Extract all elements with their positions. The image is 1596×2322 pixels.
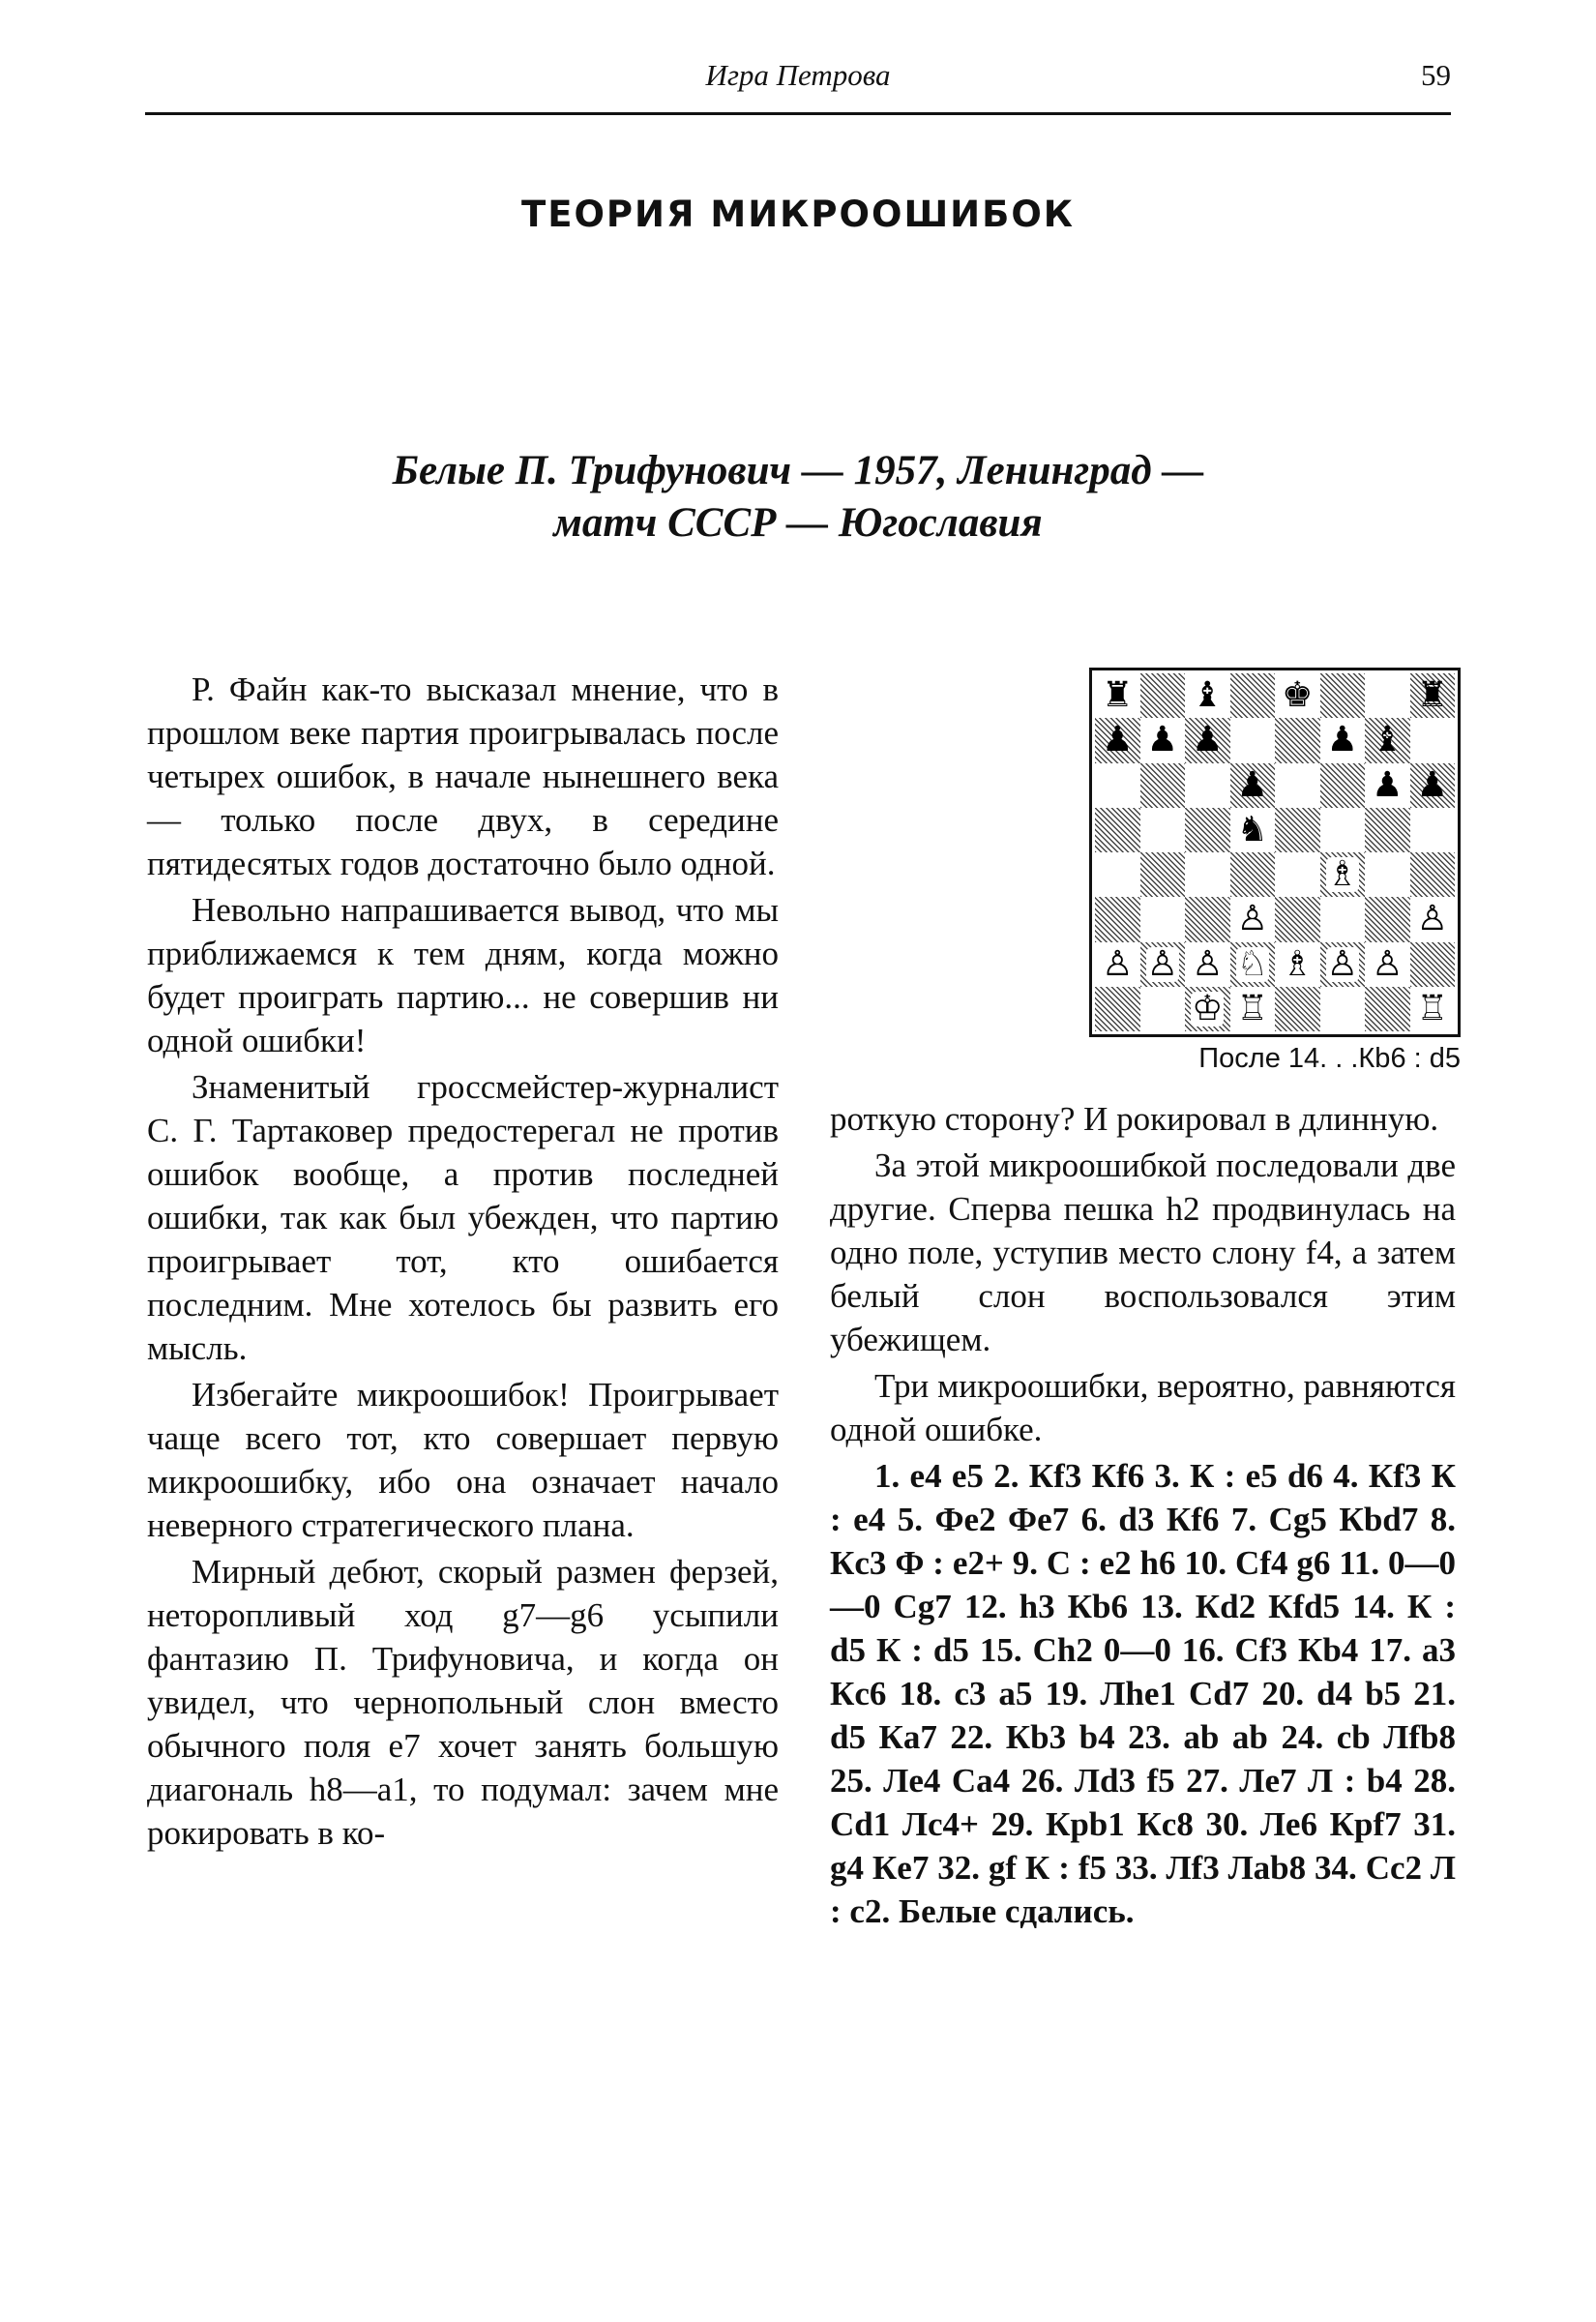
board-square xyxy=(1140,987,1186,1031)
chess-piece: ♙ xyxy=(1236,899,1268,939)
board-square xyxy=(1410,808,1456,852)
chess-piece: ♙ xyxy=(1102,943,1134,984)
chess-piece: ♟ xyxy=(1192,720,1224,760)
board-square xyxy=(1185,718,1230,762)
chess-piece: ♙ xyxy=(1146,943,1178,984)
game-heading-line-2: матч СССР — Югославия xyxy=(553,500,1043,546)
board-square xyxy=(1185,942,1230,987)
chess-board xyxy=(1095,673,1455,1031)
chess-piece: ♙ xyxy=(1326,943,1358,984)
board-square xyxy=(1365,897,1410,941)
board-square xyxy=(1275,763,1320,808)
chess-piece: ♟ xyxy=(1326,720,1358,760)
chess-piece: ♞ xyxy=(1236,809,1268,849)
board-square xyxy=(1185,852,1230,897)
board-square xyxy=(1230,718,1276,762)
page-number: 59 xyxy=(1421,58,1451,92)
board-square xyxy=(1140,673,1186,718)
board-square xyxy=(1410,852,1456,897)
chess-piece: ♝ xyxy=(1192,675,1224,716)
game-heading-line-1: Белые П. Трифунович — 1957, Ленинград — xyxy=(392,448,1204,493)
board-square xyxy=(1410,763,1456,808)
board-square xyxy=(1230,897,1276,941)
chess-piece: ♘ xyxy=(1236,943,1268,984)
right-column xyxy=(830,1097,1456,1936)
header-divider xyxy=(145,112,1451,115)
board-square xyxy=(1365,763,1410,808)
board-square xyxy=(1185,808,1230,852)
paragraph: Невольно напрашивается вывод, что мы приближаемся к тем дням, когда можно будет проиграть партию... не совершив ни одной ошибки! xyxy=(147,891,779,1059)
board-square xyxy=(1410,987,1456,1031)
game-moves: 1. e4 e5 2. Кf3 Кf6 3. К : e5 d6 4. Кf3 К : e4 5. Фe2 Фe7 6. d3 Кf6 7. Сg5 Кbd7 8. Кc3 Ф : e2+ 9. С : e2 h6 10. Сf4 g6 11. 0—0—0 Сg7 12. h3 Кb6 13. Кd2 Кfd5 14. К : d5 К : d5 15. Сh2 0—0 16. Сf3 Кb4 17. a3 Кc6 18. c3 a5 19. Лhe1 Сd7 20. d4 b5 21. d5 Кa7 22. Кb3 b4 23. ab ab 24. cb Лfb8 25. Лe4 Сa4 26. Лd3 f5 27. Лe7 Л : b4 28. Сd1 Лc4+ 29. Крb1 Кc8 30. Лe6 Крf7 31. g4 Кe7 32. gf К : f5 33. Лf3 Лab8 34. Сc2 Л : c2. Белые сдались. xyxy=(830,1457,1456,1930)
paragraph: Р. Файн как-то высказал мнение, что в прошлом веке партия проигрывалась после четырех ошибок, в начале нынешнего века — только после двух, в середине пятидесятых годов достаточно было одной. xyxy=(147,670,779,882)
board-square xyxy=(1140,852,1186,897)
board-square xyxy=(1275,987,1320,1031)
board-square xyxy=(1320,673,1366,718)
chess-piece: ♜ xyxy=(1416,675,1448,716)
board-square xyxy=(1320,897,1366,941)
chess-piece: ♟ xyxy=(1146,720,1178,760)
left-column xyxy=(147,668,779,1858)
board-square xyxy=(1410,673,1456,718)
chess-piece: ♗ xyxy=(1326,854,1358,895)
board-square xyxy=(1140,897,1186,941)
paragraph: Избегайте микроошибок! Проигрывает чаще всего тот, кто совершает первую микроошибку, ибо она означает начало неверного стратегического плана. xyxy=(147,1376,779,1544)
board-square xyxy=(1365,987,1410,1031)
board-square xyxy=(1095,987,1140,1031)
paragraph: роткую сторону? И рокировал в длинную. xyxy=(830,1100,1439,1138)
chess-diagram xyxy=(1089,668,1461,1037)
chess-piece: ♟ xyxy=(1102,720,1134,760)
diagram-caption: После 14. . .Кb6 : d5 xyxy=(1198,1043,1461,1074)
chess-piece: ♜ xyxy=(1102,675,1134,716)
board-square xyxy=(1275,897,1320,941)
board-square xyxy=(1410,897,1456,941)
board-square xyxy=(1095,718,1140,762)
board-square xyxy=(1095,852,1140,897)
board-square xyxy=(1275,673,1320,718)
paragraph: Три микроошибки, вероятно, равняются одной ошибке. xyxy=(830,1367,1456,1448)
board-square xyxy=(1365,808,1410,852)
board-square xyxy=(1185,673,1230,718)
board-square xyxy=(1320,987,1366,1031)
chess-piece: ♙ xyxy=(1416,899,1448,939)
chess-piece: ♟ xyxy=(1416,764,1448,805)
chess-piece: ♖ xyxy=(1416,988,1448,1028)
chess-piece: ♟ xyxy=(1236,764,1268,805)
board-square xyxy=(1410,942,1456,987)
paragraph: За этой микроошибкой последовали две другие. Сперва пешка h2 продвинулась на одно поле, уступив место слону f4, а затем белый слон воспользовался этим убежищем. xyxy=(830,1146,1456,1358)
board-square xyxy=(1365,673,1410,718)
running-head xyxy=(145,58,1451,101)
board-square xyxy=(1320,852,1366,897)
board-square xyxy=(1365,718,1410,762)
board-square xyxy=(1140,942,1186,987)
board-square xyxy=(1185,763,1230,808)
board-square xyxy=(1185,897,1230,941)
board-square xyxy=(1140,718,1186,762)
board-square xyxy=(1320,718,1366,762)
game-heading xyxy=(145,445,1451,550)
chess-piece: ♙ xyxy=(1372,943,1404,984)
board-square xyxy=(1230,987,1276,1031)
chess-piece: ♙ xyxy=(1192,943,1224,984)
chess-piece: ♝ xyxy=(1372,720,1404,760)
board-square xyxy=(1365,852,1410,897)
board-square xyxy=(1320,763,1366,808)
board-square xyxy=(1230,852,1276,897)
board-square xyxy=(1230,942,1276,987)
board-square xyxy=(1230,763,1276,808)
chess-piece: ♔ xyxy=(1192,988,1224,1028)
board-square xyxy=(1320,942,1366,987)
paragraph: Знаменитый гроссмейстер-журналист С. Г. Тартаковер предостерегал не против ошибок вообще, а против последней ошибки, так как был убежден, что партию проигрывает тот, кто ошибается последним. Мне хотелось бы развить его мысль. xyxy=(147,1068,779,1367)
board-square xyxy=(1275,808,1320,852)
board-square xyxy=(1095,673,1140,718)
chess-piece: ♖ xyxy=(1236,988,1268,1028)
running-title: Игра Петрова xyxy=(705,58,891,92)
board-square xyxy=(1185,987,1230,1031)
board-square xyxy=(1275,942,1320,987)
board-square xyxy=(1095,942,1140,987)
board-square xyxy=(1365,942,1410,987)
board-square xyxy=(1410,718,1456,762)
chess-piece: ♗ xyxy=(1282,943,1314,984)
board-square xyxy=(1275,852,1320,897)
paragraph: Мирный дебют, скорый размен ферзей, неторопливый ход g7—g6 усыпили фантазию П. Трифуновича, и когда он увидел, что чернопольный слон вместо обычного поля e7 хочет занять большую диагональ h8—a1, то подумал: зачем мне рокировать в ко- xyxy=(147,1553,779,1852)
board-square xyxy=(1275,718,1320,762)
chess-piece: ♟ xyxy=(1372,764,1404,805)
board-square xyxy=(1140,808,1186,852)
board-square xyxy=(1095,763,1140,808)
chapter-title: ТЕОРИЯ МИКРООШИБОК xyxy=(520,194,1076,235)
board-square xyxy=(1320,808,1366,852)
chess-piece: ♚ xyxy=(1282,675,1314,716)
board-square xyxy=(1230,673,1276,718)
board-square xyxy=(1095,897,1140,941)
board-square xyxy=(1230,808,1276,852)
board-square xyxy=(1140,763,1186,808)
board-square xyxy=(1095,808,1140,852)
